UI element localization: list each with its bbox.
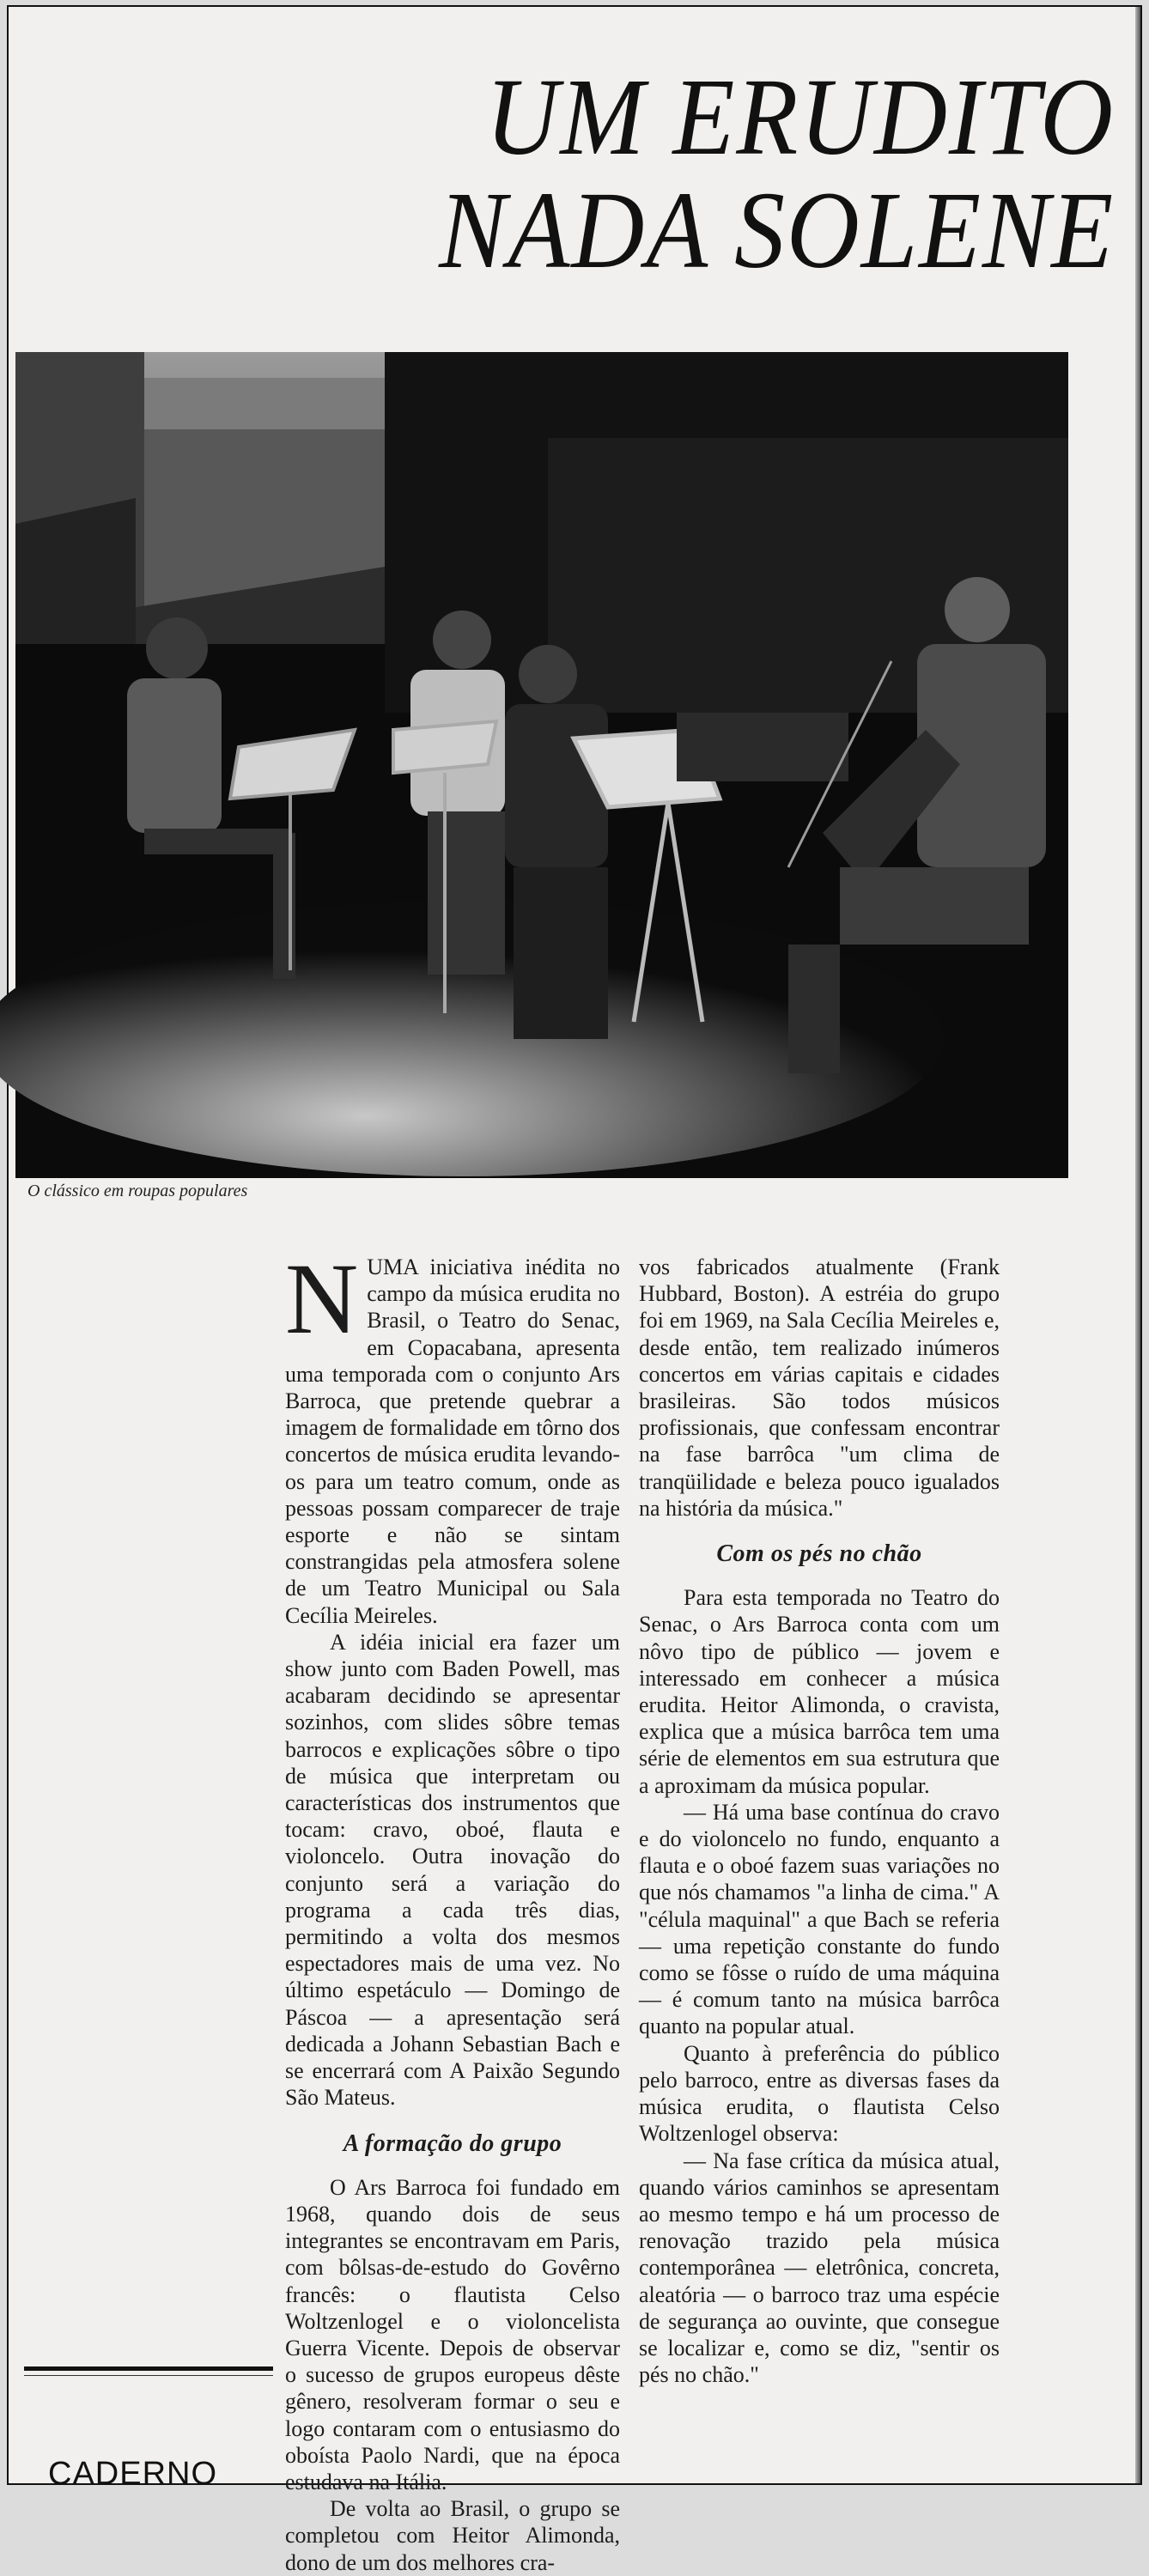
paragraph-7: — Há uma base contínua do cravo e do violoncelo no fundo, enquanto a flauta e o oboé fazem suas variações no que nós chamamos "a linha de cima." A "célula maquinal" a que Bach se referia — uma repetição constante do fundo como se fôsse o ruído de uma máquina — é comum tanto na música barrôca quanto na popular atual. — [639, 1799, 1000, 2039]
photo-caption: O clássico em roupas populares — [27, 1182, 248, 1200]
section-rule — [24, 2366, 273, 2371]
headline-line-2: NADA SOLENE — [439, 169, 1115, 291]
paragraph-6: Para esta temporada no Teatro do Senac, o Ars Barroca conta com um nôvo tipo de público — jovem e interessado em conhecer a música erudita. Heitor Alimonda, o cravista, explica que a música barrôca tem uma série de elementos em sua estrutura que a aproximam da música popular. — [639, 1585, 1000, 1798]
paragraph-4: De volta ao Brasil, o grupo se completou com Heitor Alimonda, dono de um dos melhores cra- — [285, 2496, 620, 2575]
harpsichord — [677, 713, 848, 781]
scan-edge — [1135, 7, 1140, 2483]
article-photo — [15, 352, 1068, 1178]
newspaper-page — [7, 5, 1142, 2575]
subheading-pes-no-chao: Com os pés no chão — [716, 1540, 922, 1568]
headline-line-1: UM ERUDITO — [485, 56, 1115, 178]
paragraph-8: Quanto à preferência do público pelo barroco, entre as diversas fases da música erudita, o flautista Celso Woltzenlogel observa: — [639, 2040, 1000, 2147]
subheading-formacao: A formação do grupo — [343, 2129, 562, 2157]
section-label: CADERNO — [48, 2456, 218, 2492]
photo-illustration — [15, 352, 1068, 1178]
headline — [435, 56, 1115, 291]
paragraph-1 — [285, 1242, 620, 1629]
section-rule-thin — [24, 2375, 273, 2376]
paragraph-2: A idéia inicial era fazer um show junto com Baden Powell, mas acabaram decidindo se apresentar sozinhos, com slides sôbre temas barrocos e explicações sôbre o tipo de música que interpretam ou características dos instrumentos que tocam: cravo, oboé, flauta e violoncelo. Outra inovação do conjunto será a variação do programa a cada três dias, permitindo a volta dos mesmos espectadores mais de uma vez. No último espetáculo — Domingo de Páscoa — a apresentação será dedicada a Johann Sebastian Bach e se encerrará com A Paixão Segundo São Mateus. — [285, 1629, 620, 2111]
paragraph-9: — Na fase crítica da música atual, quando vários caminhos se apresentam ao mesmo tempo e há um processo de renovação trazido pela música contemporânea — eletrônica, concreta, aleatória — o barroco traz uma espécie de segurança ao ouvinte, que consegue se localizar e, como se diz, "sentir os pés no chão." — [639, 2148, 1000, 2388]
drop-cap: N — [285, 1242, 359, 1355]
paragraph-1-text: UMA iniciativa inédita no campo da música erudita no Brasil, o Teatro do Senac, em Copacabana, apresenta uma temporada com o conjunto Ars Barroca, que pretende quebrar a imagem de formalidade em tôrno dos concertos de música erudita levando-os para um teatro comum, onde as pessoas possam comparecer de traje esporte e não se sintam constrangidas pela atmosfera solene de um Teatro Municipal ou Sala Cecília Meireles. — [285, 1255, 620, 1628]
paragraph-5: vos fabricados atualmente (Frank Hubbard, Boston). A estréia do grupo foi em 1969, na Sala Cecília Meireles e, desde então, tem realizado inúmeros concertos em várias capitais e cidades brasileiras. São todos músicos profissionais, que confessam encontrar na fase barrôca "um clima de tranqüilidade e beleza pouco igualados na história da música." — [639, 1255, 1000, 1521]
article-column-1 — [285, 1242, 620, 2576]
paragraph-3: O Ars Barroca foi fundado em 1968, quando dois de seus integrantes se encontravam em Paris, com bôlsas-de-estudo do Govêrno francês: o flautista Celso Woltzenlogel e o violoncelista Guerra Vicente. Depois de observar o sucesso de grupos europeus dêste gênero, resolveram formar o seu e logo contaram com o entusiasmo do oboísta Paolo Nardi, que na época estudava na Itália. — [285, 2174, 620, 2494]
article-column-2 — [639, 1254, 1000, 2388]
